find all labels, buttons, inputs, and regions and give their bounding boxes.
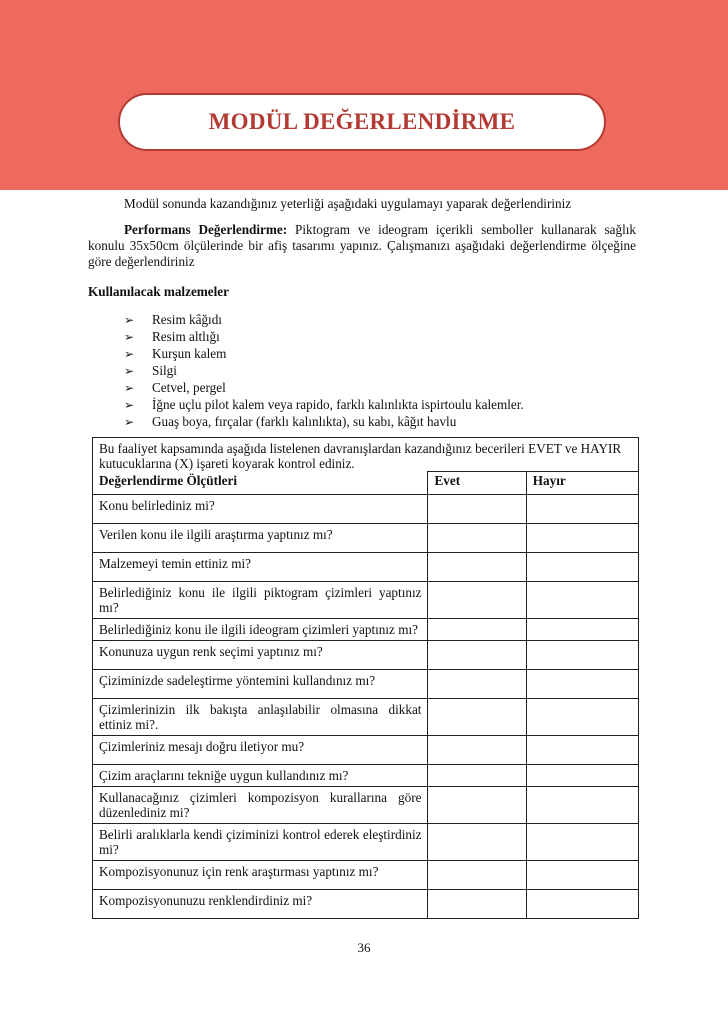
materials-list: [88, 312, 636, 431]
criteria-cell: Belirlediğiniz konu ile ilgili piktogram çizimleri yaptınız mı?: [93, 582, 428, 619]
page-title: MODÜL DEĞERLENDİRME: [208, 109, 516, 134]
criteria-cell: Kompozisyonunuz için renk araştırması yaptınız mı?: [93, 861, 428, 890]
arrow-bullet-icon: ➢: [124, 330, 135, 344]
arrow-bullet-icon: ➢: [124, 313, 135, 327]
criteria-cell: Konunuza uygun renk seçimi yaptınız mı?: [93, 641, 428, 670]
list-item: [124, 346, 636, 363]
no-checkbox-cell[interactable]: [526, 524, 638, 553]
table-header: [93, 472, 639, 495]
criteria-cell: Çizimlerinizin ilk bakışta anlaşılabilir olmasına dikkat ettiniz mi?.: [93, 699, 428, 736]
evaluation-table: [92, 437, 639, 919]
list-item: [124, 363, 636, 380]
yes-checkbox-cell[interactable]: [428, 619, 526, 641]
criteria-cell: Belirli aralıklarla kendi çiziminizi kontrol ederek eleştirdiniz mi?: [93, 824, 428, 861]
yes-checkbox-cell[interactable]: [428, 824, 526, 861]
yes-checkbox-cell[interactable]: [428, 582, 526, 619]
arrow-bullet-icon: ➢: [124, 364, 135, 378]
no-checkbox-cell[interactable]: [526, 787, 638, 824]
material-label: İğne uçlu pilot kalem veya rapido, farklı kalınlıkta ispirtoulu kalemler.: [152, 397, 524, 412]
criteria-cell: Verilen konu ile ilgili araştırma yaptınız mı?: [93, 524, 428, 553]
criteria-cell: Çiziminizde sadeleştirme yöntemini kullandınız mı?: [93, 670, 428, 699]
list-item: [124, 414, 636, 431]
yes-checkbox-cell[interactable]: [428, 699, 526, 736]
performance-label: Performans Değerlendirme:: [124, 222, 288, 237]
arrow-bullet-icon: ➢: [124, 381, 135, 395]
criteria-cell: Malzemeyi temin ettiniz mi?: [93, 553, 428, 582]
material-label: Resim altlığı: [152, 329, 220, 344]
no-checkbox-cell[interactable]: [526, 670, 638, 699]
arrow-bullet-icon: ➢: [124, 415, 135, 429]
col-no-header: Hayır: [526, 472, 638, 495]
table-row: [93, 736, 639, 765]
performance-text: Piktogram ve ideogram içerikli semboller kullanarak sağlık konulu 35x50cm ölçülerinde bir afiş tasarımı yapınız. Çalışmanızı aşağıdaki değerlendirme ölçeğine göre değerlendiriniz: [88, 222, 636, 269]
intro-paragraph: Modül sonunda kazandığınız yeterliği aşağıdaki uygulamayı yaparak değerlendiriniz: [124, 196, 572, 211]
arrow-bullet-icon: ➢: [124, 347, 135, 361]
yes-checkbox-cell[interactable]: [428, 890, 526, 919]
materials-heading: Kullanılacak malzemeler: [88, 284, 230, 299]
no-checkbox-cell[interactable]: [526, 641, 638, 670]
yes-checkbox-cell[interactable]: [428, 553, 526, 582]
table-row: [93, 890, 639, 919]
col-yes-header: Evet: [428, 472, 526, 495]
table-row: [93, 765, 639, 787]
no-checkbox-cell[interactable]: [526, 553, 638, 582]
yes-checkbox-cell[interactable]: [428, 641, 526, 670]
material-label: Kurşun kalem: [152, 346, 227, 361]
table-row: [93, 495, 639, 524]
yes-checkbox-cell[interactable]: [428, 524, 526, 553]
material-label: Resim kâğıdı: [152, 312, 222, 327]
no-checkbox-cell[interactable]: [526, 861, 638, 890]
table-row: [93, 861, 639, 890]
table-row: [93, 787, 639, 824]
criteria-cell: Kompozisyonunuzu renklendirdiniz mi?: [93, 890, 428, 919]
no-checkbox-cell[interactable]: [526, 890, 638, 919]
table-intro: Bu faaliyet kapsamında aşağıda listelenen davranışlardan kazandığınız becerileri EVET ve HAYIR kutucuklarına (X) işareti koyarak kontrol ediniz.: [93, 438, 639, 472]
material-label: Guaş boya, fırçalar (farklı kalınlıkta), su kabı, kâğıt havlu: [152, 414, 457, 429]
table-row: [93, 641, 639, 670]
title-box: [118, 93, 606, 151]
yes-checkbox-cell[interactable]: [428, 495, 526, 524]
yes-checkbox-cell[interactable]: [428, 670, 526, 699]
content: [88, 196, 636, 919]
no-checkbox-cell[interactable]: [526, 699, 638, 736]
yes-checkbox-cell[interactable]: [428, 861, 526, 890]
list-item: [124, 397, 636, 414]
yes-checkbox-cell[interactable]: [428, 736, 526, 765]
no-checkbox-cell[interactable]: [526, 495, 638, 524]
criteria-cell: Kullanacağınız çizimleri kompozisyon kurallarına göre düzenlediniz mi?: [93, 787, 428, 824]
table-row: [93, 553, 639, 582]
performance-paragraph: [88, 222, 636, 270]
no-checkbox-cell[interactable]: [526, 582, 638, 619]
criteria-cell: Çizim araçlarını tekniğe uygun kullandınız mı?: [93, 765, 428, 787]
list-item: [124, 329, 636, 346]
arrow-bullet-icon: ➢: [124, 398, 135, 412]
table-row: [93, 582, 639, 619]
criteria-cell: Çizimleriniz mesajı doğru iletiyor mu?: [93, 736, 428, 765]
material-label: Silgi: [152, 363, 177, 378]
criteria-cell: Konu belirlediniz mi?: [93, 495, 428, 524]
table-row: [93, 619, 639, 641]
yes-checkbox-cell[interactable]: [428, 787, 526, 824]
material-label: Cetvel, pergel: [152, 380, 226, 395]
no-checkbox-cell[interactable]: [526, 824, 638, 861]
list-item: [124, 380, 636, 397]
criteria-cell: Belirlediğiniz konu ile ilgili ideogram çizimleri yaptınız mı?: [93, 619, 428, 641]
table-row: [93, 670, 639, 699]
list-item: [124, 312, 636, 329]
table-row: [93, 699, 639, 736]
col-criteria-header: Değerlendirme Ölçütleri: [93, 472, 428, 495]
page-number: 36: [357, 940, 371, 955]
table-row: [93, 824, 639, 861]
no-checkbox-cell[interactable]: [526, 736, 638, 765]
no-checkbox-cell[interactable]: [526, 619, 638, 641]
no-checkbox-cell[interactable]: [526, 765, 638, 787]
yes-checkbox-cell[interactable]: [428, 765, 526, 787]
table-row: [93, 524, 639, 553]
